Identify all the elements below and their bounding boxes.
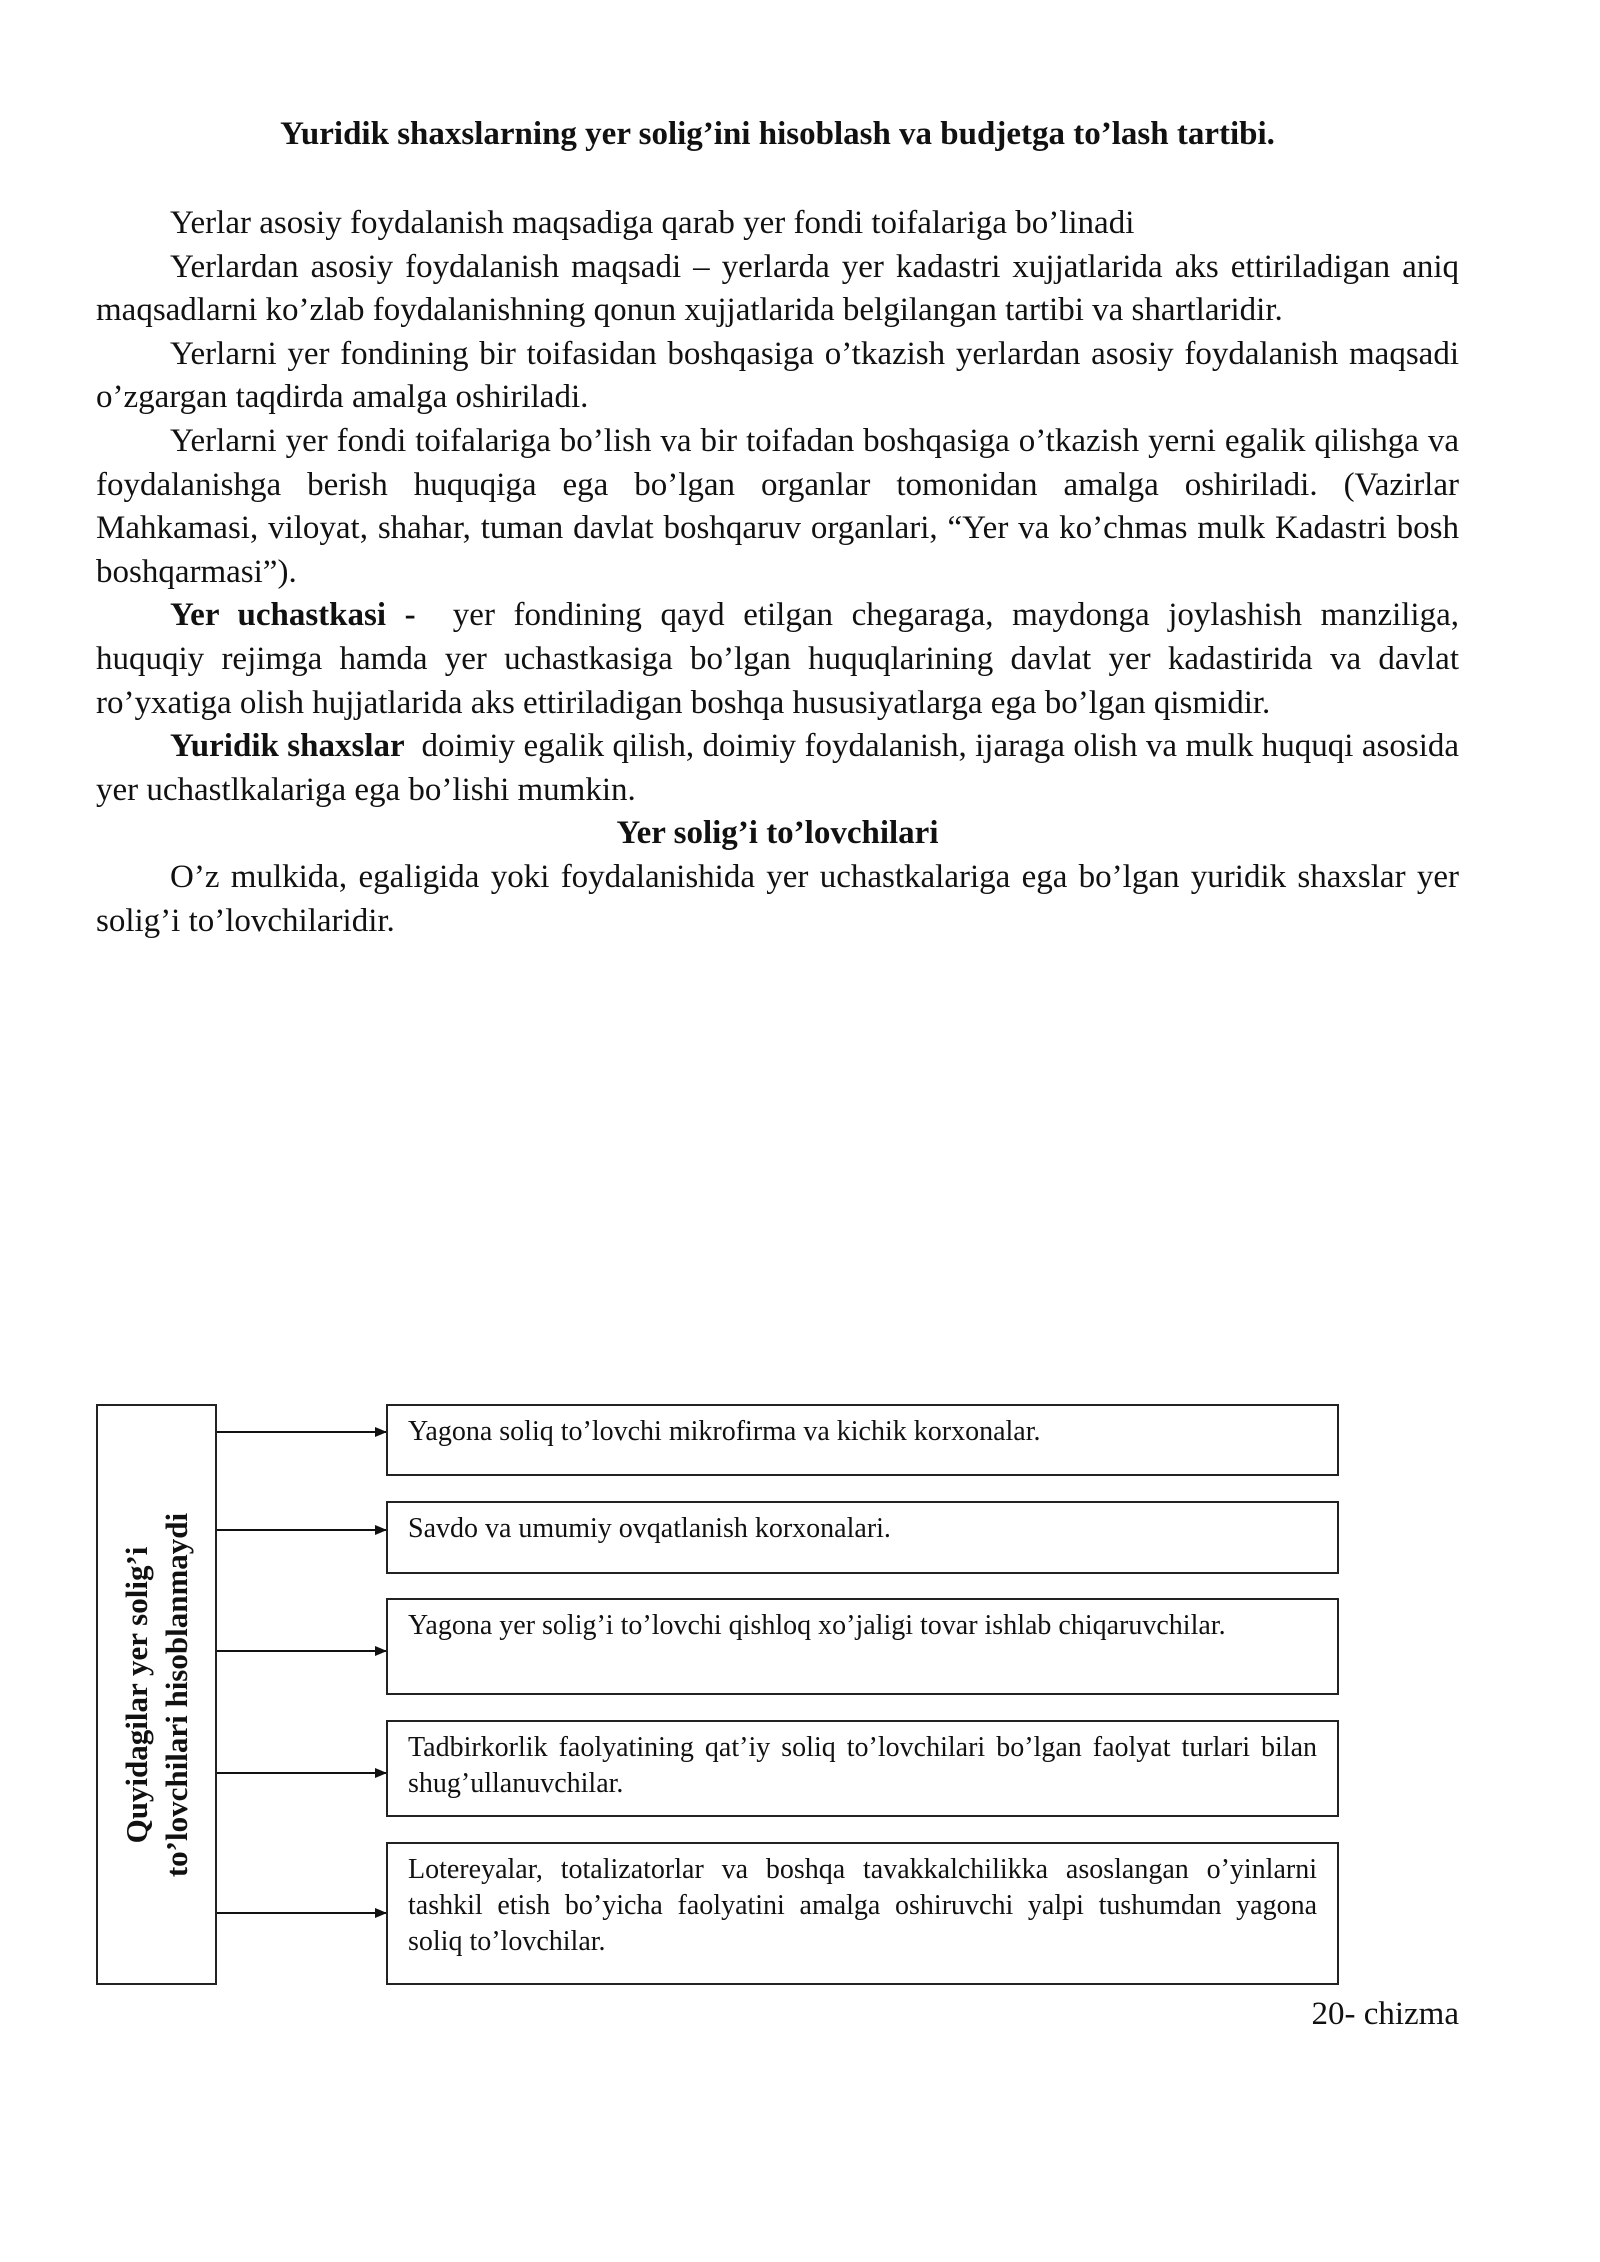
paragraph-1: Yerlar asosiy foydalanish maqsadiga qarab yer fondi toifalariga bo’linadi (170, 205, 1135, 241)
diagram-item-1: Yagona soliq to’lovchi mikrofirma va kichik korxonalar. (386, 1404, 1339, 1476)
document-title: Yuridik shaxslarning yer solig’ini hisoblash va budjetga to’lash tartibi. (280, 116, 1275, 152)
term-yuridik-shaxslar: Yuridik shaxslar (170, 728, 405, 765)
paragraph-4: Yerlarni yer fondi toifalariga bo’lish va bir toifadan boshqasiga o’tkazish yerni egalik qilishga va foydalanishga berish huquqiga ega bo’lgan organlar tomonidan amalga oshiriladi. (Vazirlar Mahkamasi, viloyat, shahar, tuman davlat boshqaruv organlari, “Yer va ko’chmas mulk Kadastri bosh boshqarmasi”). (96, 422, 1459, 590)
diagram-item-2: Savdo va umumiy ovqatlanish korxonalari. (386, 1501, 1339, 1574)
figure-caption: 20- chizma (1311, 1996, 1459, 2032)
excluded-payers-label-box (96, 1404, 217, 1985)
excluded-payers-label: Quyidagilar yer solig’i to’lovchilari hisoblanmaydi (118, 1512, 194, 1877)
diagram-item-4: Tadbirkorlik faolyatining qat’iy soliq to’lovchilari bo’lgan faolyat turlari bilan shug’ullanuvchilar. (386, 1720, 1339, 1817)
diagram-item-5: Lotereyalar, totalizatorlar va boshqa tavakkalchilikka asoslangan o’yinlarni tashkil etish bo’yicha faolyatini amalga oshiruvchi yalpi tushumdan yagona soliq to’lovchilar. (386, 1842, 1339, 1985)
subheading: Yer solig’i to’lovchilari (616, 815, 939, 852)
paragraph-3: Yerlarni yer fondining bir toifasidan boshqasiga o’tkazish yerlardan asosiy foydalanish maqsadi o’zgargan taqdirda amalga oshiriladi. (96, 335, 1459, 416)
definition-yuridik-shaxslar: doimiy egalik qilish, doimiy foydalanish, ijaraga olish va mulk huquqi asosida yer uchastlkalariga ega bo’lishi mumkin. (96, 728, 1460, 808)
definition-yer-uchastkasi: yer fondining qayd etilgan chegaraga, maydonga joylashish manziliga, huquqiy rejimga hamda yer uchastkasiga bo’lgan huquqlarining davlat yer kadastirida va davlat ro’yxatiga olish hujjatlarida aks ettiriladigan boshqa hususiyatlarga ega bo’lgan qismidir. (96, 597, 1459, 721)
paragraph-2: Yerlardan asosiy foydalanish maqsadi – yerlarda yer kadastri xujjatlarida aks ettiriladigan aniq maqsadlarni ko’zlab foydalanishning qonun xujjatlarida belgilangan tartibi va shartlaridir. (96, 248, 1459, 329)
diagram-item-3: Yagona yer solig’i to’lovchi qishloq xo’jaligi tovar ishlab chiqaruvchilar. (386, 1598, 1339, 1695)
paragraph-7: O’z mulkida, egaligida yoki foydalanishida yer uchastkalariga ega bo’lgan yuridik shaxslar yer solig’i to’lovchilaridir. (96, 858, 1459, 939)
term-yer-uchastkasi: Yer uchastkasi - (170, 597, 416, 634)
